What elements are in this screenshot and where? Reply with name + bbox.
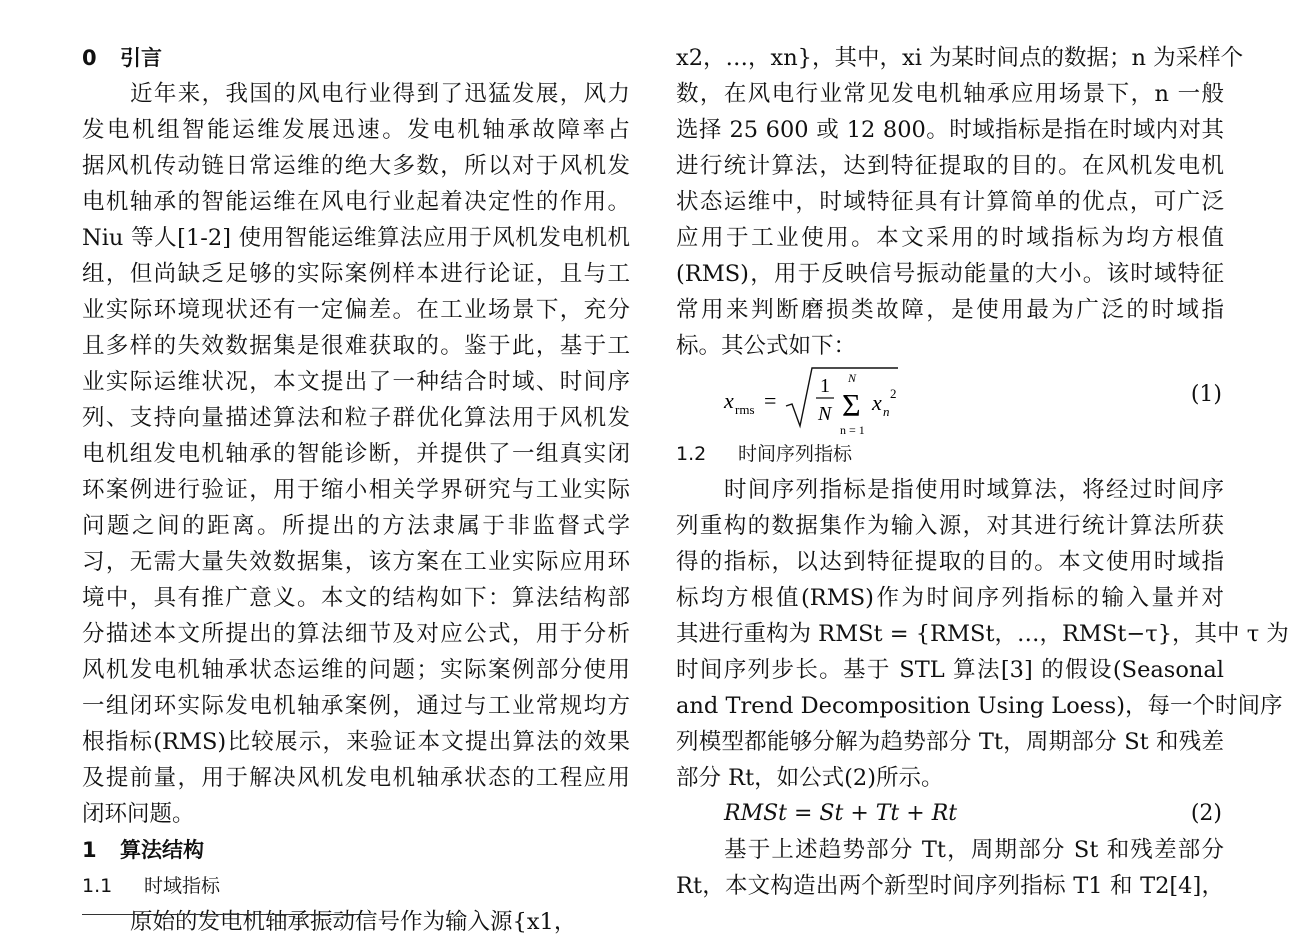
section-title: 引言 [120,46,162,70]
paragraph-line: 列重构的数据集作为输入源，对其进行统计算法所获 [676,513,1224,539]
svg-text:n: n [883,404,890,419]
equation-1 [676,364,1224,436]
subsection-title: 时域指标 [144,875,221,897]
paragraph-line: 进行统计算法，达到特征提取的目的。在风机发电机 [676,153,1224,179]
svg-text:rms: rms [735,402,755,417]
paragraph-line: 闭环问题。 [82,801,195,827]
paragraph-line: 列、支持向量描述算法和粒子群优化算法用于风机发 [82,405,630,431]
equation-2 [676,796,1224,832]
svg-text:N: N [818,403,832,425]
paragraph-line: 时间序列指标是指使用时域算法，将经过时间序 [724,477,1224,503]
subsection-number: 1.1 [82,875,113,897]
paragraph-line: 得的指标，以达到特征提取的目的。本文使用时域指 [676,549,1224,575]
paragraph-line: 业实际运维状况，本文提出了一种结合时域、时间序 [82,369,630,395]
paragraph-line: 部分 Rt，如公式(2)所示。 [676,765,944,791]
paragraph-line: 选择 25 600 或 12 800。时域指标是指在时域内对其 [676,117,1224,143]
paragraph-line: 标。其公式如下： [676,333,857,359]
equation-number: (1) [1190,382,1222,407]
paragraph-line: 数，在风电行业常见发电机轴承应用场景下，n 一般 [676,81,1224,107]
paragraph-line: 业实际环境现状还有一定偏差。在工业场景下，充分 [82,297,630,323]
equation-text: RMSt = St + Tt + Rt [724,801,958,826]
svg-text:Σ: Σ [842,387,861,423]
paragraph-line: 组，但尚缺乏足够的实际案例样本进行论证，且与工 [82,261,630,287]
svg-text:2: 2 [890,386,897,401]
rms-formula [722,364,982,436]
svg-text:N: N [848,371,857,385]
paragraph-line: 发电机组智能运维发展迅速。发电机轴承故障率占 [82,117,630,143]
paragraph-line: 标均方根值(RMS)作为时间序列指标的输入量并对 [676,585,1224,611]
subsection-number: 1.2 [676,443,707,465]
paragraph-line: 时间序列步长。基于 STL 算法[3] 的假设(Seasonal [676,657,1224,683]
equation-number: (2) [1190,801,1222,826]
paragraph-line: 原始的发电机轴承振动信号作为输入源{x1， [130,909,577,935]
subsection-heading-time-series [676,436,1224,472]
section-heading-intro [82,40,630,76]
paragraph-line: Rt，本文构造出两个新型时间序列指标 T1 和 T2[4]， [676,873,1224,899]
paragraph-line: 基于上述趋势部分 Tt，周期部分 St 和残差部分 [724,837,1224,863]
paragraph-line: 及提前量，用于解决风机发电机轴承状态的工程应用 [82,765,630,791]
paragraph-line: 问题之间的距离。所提出的方法隶属于非监督式学 [82,513,630,539]
paragraph-line: 境中，具有推广意义。本文的结构如下：算法结构部 [82,585,630,611]
paragraph-line: 且多样的失效数据集是很难获取的。鉴于此，基于工 [82,333,630,359]
paragraph-line: 电机轴承的智能运维在风电行业起着决定性的作用。 [82,189,630,215]
section-heading-algorithm [82,832,630,868]
section-number: 1 [82,838,97,862]
paragraph-line: 根指标(RMS)比较展示，来验证本文提出算法的效果 [82,729,630,755]
paragraph-line: 习，无需大量失效数据集，该方案在工业实际应用环 [82,549,630,575]
paragraph-line: Niu 等人[1-2] 使用智能运维算法应用于风机发电机机 [82,225,630,251]
section-title: 算法结构 [120,838,204,862]
paragraph-line: 环案例进行验证，用于缩小相关学界研究与工业实际 [82,477,630,503]
paragraph-line: 状态运维中，时域特征具有计算简单的优点，可广泛 [676,189,1224,215]
svg-text:x: x [872,390,882,415]
paragraph-line: (RMS)，用于反映信号振动能量的大小。该时域特征 [676,261,1224,287]
paragraph-line: 风机发电机轴承状态运维的问题；实际案例部分使用 [82,657,630,683]
section-number: 0 [82,46,97,70]
paragraph-line: 一组闭环实际发电机轴承案例，通过与工业常规均方 [82,693,630,719]
paragraph-line: 电机组发电机轴承的智能诊断，并提供了一组真实闭 [82,441,630,467]
paragraph-line: 近年来，我国的风电行业得到了迅猛发展，风力 [130,81,630,107]
footnote-rule [82,914,372,915]
paragraph-line: 应用于工业使用。本文采用的时域指标为均方根值 [676,225,1224,251]
paragraph-line: 分描述本文所提出的算法细节及对应公式，用于分析 [82,621,630,647]
paragraph-line: 常用来判断磨损类故障，是使用最为广泛的时域指 [676,297,1224,323]
svg-text:n = 1: n = 1 [840,423,865,437]
svg-text:1: 1 [820,375,830,397]
paragraph-line: 据风机传动链日常运维的绝大多数，所以对于风机发 [82,153,630,179]
right-column [676,40,1289,904]
subsection-heading-time-domain [82,868,630,904]
svg-text:x: x [724,388,734,413]
paragraph-line: 列模型都能够分解为趋势部分 Tt，周期部分 St 和残差 [676,729,1224,755]
paragraph-line: x2，…，xn}，其中，xi 为某时间点的数据；n 为采样个 [676,45,1244,71]
paragraph-line: and Trend Decomposition Using Loess)，每一个时间序 [676,693,1283,719]
paragraph-line: 其进行重构为 RMSt = {RMSt，…，RMSt−τ}，其中 τ 为 [676,621,1289,647]
left-column [82,40,630,940]
svg-text:=: = [764,388,777,413]
subsection-title: 时间序列指标 [738,443,853,465]
